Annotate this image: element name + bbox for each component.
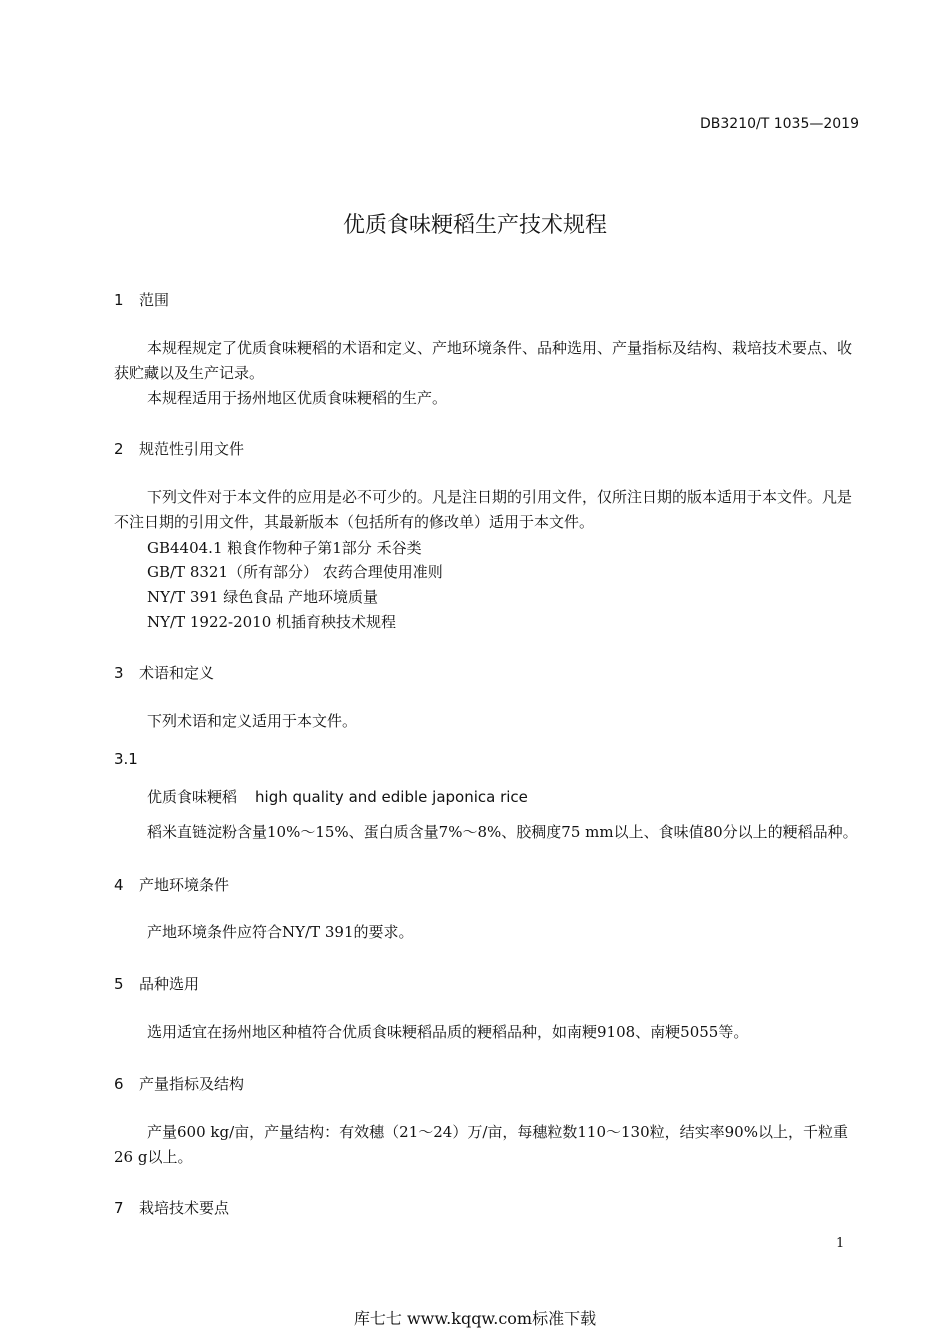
section-1-paragraph-2: 本规程适用于扬州地区优质食味粳稻的生产。	[147, 389, 448, 407]
section-title: 品种选用	[139, 975, 200, 993]
document-title: 优质食味粳稻生产技术规程	[342, 213, 607, 238]
section-number: 5	[114, 975, 124, 993]
section-6-paragraph-1: 产量600 kg/亩，产量结构：有效穗（21～24）万/亩，每穗粒数110～130粒，结实率90%以上，千粒重26 g以上。	[114, 1123, 848, 1166]
section-title: 范围	[139, 291, 170, 309]
reference-item: NY/T 1922-2010 机插育秧技术规程	[147, 613, 397, 631]
section-title: 产量指标及结构	[139, 1075, 245, 1093]
section-heading-3	[114, 662, 214, 683]
section-1-paragraph-1: 本规程规定了优质食味粳稻的术语和定义、产地环境条件、品种选用、产量指标及结构、栽培技术要点、收获贮藏以及生产记录。	[114, 339, 853, 382]
section-number: 6	[114, 1075, 124, 1093]
section-heading-6	[114, 1073, 244, 1094]
page-number: 1	[836, 1236, 845, 1251]
section-3-paragraph-1: 下列术语和定义适用于本文件。	[147, 712, 358, 730]
term-entry	[147, 786, 528, 807]
section-heading-5	[114, 973, 199, 994]
section-number: 4	[114, 876, 124, 894]
section-number: 7	[114, 1199, 124, 1217]
section-2-paragraph-1: 下列文件对于本文件的应用是必不可少的。凡是注日期的引用文件，仅所注日期的版本适用于本文件。凡是不注日期的引用文件，其最新版本（包括所有的修改单）适用于本文件。	[114, 488, 853, 531]
reference-item: GB4404.1 粮食作物种子第1部分 禾谷类	[147, 539, 422, 557]
term-definition: 稻米直链淀粉含量10%～15%、蛋白质含量7%～8%、胶稠度75 mm以上、食味值80分以上的粳稻品种。	[147, 823, 858, 841]
subsection-number: 3.1	[114, 750, 138, 768]
section-title: 术语和定义	[139, 664, 215, 682]
section-heading-2	[114, 438, 244, 459]
section-heading-4	[114, 874, 229, 895]
term-chinese: 优质食味粳稻	[147, 788, 238, 806]
section-number: 1	[114, 291, 124, 309]
section-heading-1	[114, 289, 169, 310]
section-4-paragraph-1: 产地环境条件应符合NY/T 391的要求。	[147, 923, 414, 941]
footer-watermark: 库七七 www.kqqw.com标准下载	[353, 1309, 597, 1328]
reference-item: GB/T 8321（所有部分） 农药合理使用准则	[147, 563, 443, 581]
term-english: high quality and edible japonica rice	[255, 788, 528, 806]
section-5-paragraph-1: 选用适宜在扬州地区种植符合优质食味粳稻品质的粳稻品种，如南粳9108、南粳5055等。	[147, 1023, 749, 1041]
section-title: 规范性引用文件	[139, 440, 245, 458]
reference-item: NY/T 391 绿色食品 产地环境质量	[147, 588, 379, 606]
section-heading-7	[114, 1197, 229, 1218]
section-number: 2	[114, 440, 124, 458]
section-number: 3	[114, 664, 124, 682]
section-title: 产地环境条件	[139, 876, 230, 894]
document-code: DB3210/T 1035—2019	[700, 116, 859, 132]
section-title: 栽培技术要点	[139, 1199, 230, 1217]
